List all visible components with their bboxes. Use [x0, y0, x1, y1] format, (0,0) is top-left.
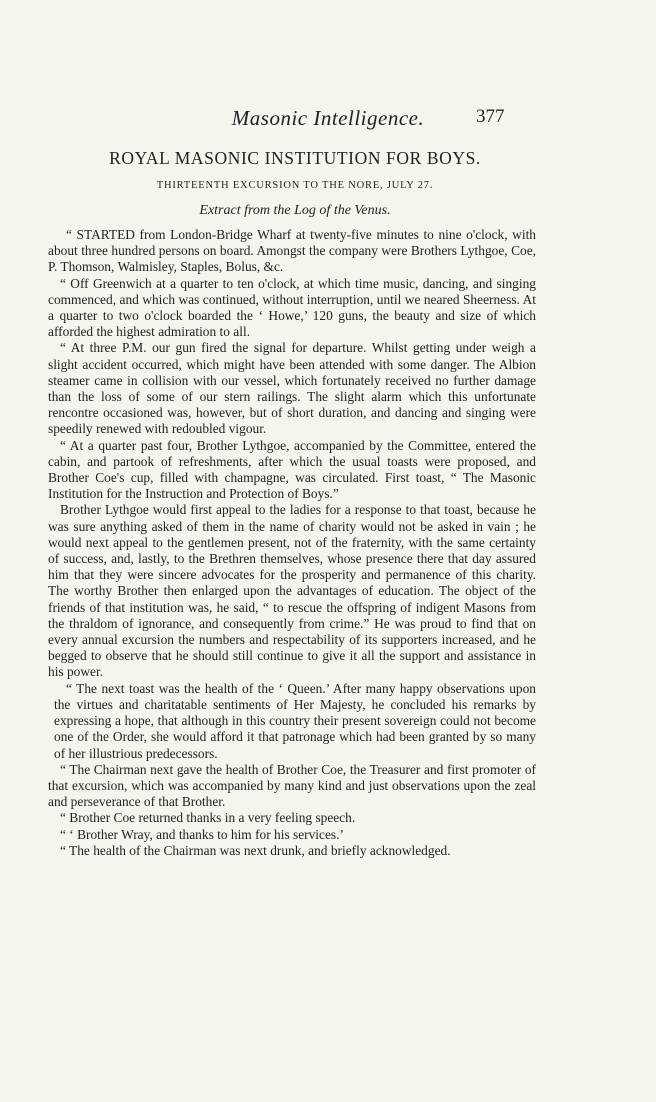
article-extract-line: Extract from the Log of the Venus.: [199, 203, 391, 218]
paragraph: “ At three P.M. our gun fired the signal for departure. Whilst getting under weigh a slight accident occurred, which might have been attended with some danger. The Albion steamer came in collision with our vessel, which fortunately received no further damage than the loss of some of our stern railings. The slight alarm which this unfortunate rencontre occasioned was, however, but of short duration, and dancing and singing were speedily renewed with redoubled vigour.: [48, 340, 536, 437]
paragraph: “ The next toast was the health of the ‘ Queen.’ After many happy observations upon the virtues and charitatable sentiments of Her Majesty, he concluded his remarks by expressing a hope, that although in this country their present sovereign could not become one of the Order, she would afford it that patronage which had been granted by so many of her illustrious predecessors.: [54, 680, 536, 761]
paragraph: “ The health of the Chairman was next drunk, and briefly acknowledged.: [60, 842, 451, 858]
article-title: ROYAL MASONIC INSTITUTION FOR BOYS.: [109, 148, 481, 168]
paragraph: “ Brother Coe returned thanks in a very feeling speech.: [60, 810, 356, 826]
paragraph: “ At a quarter past four, Brother Lythgoe, accompanied by the Committee, entered the cabin, and partook of refreshments, after which the usual toasts were proposed, and Brother Coe's cup, filled with champagne, was circulated. First toast, “ The Masonic Institution for the Instruction and Protection of Boys.”: [48, 437, 536, 502]
paragraph: “ ‘ Brother Wray, and thanks to him for his services.’: [60, 826, 344, 842]
paragraph: “ The Chairman next gave the health of Brother Coe, the Treasurer and first promoter of that excursion, which was accompanied by many kind and just observations upon the zeal and perseverance of that Brother.: [48, 761, 536, 810]
paragraph: “ STARTED from London-Bridge Wharf at twenty-five minutes to nine o'clock, with about three hundred persons on board. Amongst the company were Brothers Lythgoe, Coe, P. Thomson, Walmisley, Staples, Bolus, &c.: [48, 227, 536, 275]
paragraph: Brother Lythgoe would first appeal to the ladies for a response to that toast, because he was sure anything asked of them in the name of charity would not be asked in vain ; he would next appeal to the gentlemen present, not of the fraternity, with the same certainty of success, and, lastly, to the Brethren themselves, whose presence there that day assured him that they were sincere advocates for the prosperity and permanence of this charity. The worthy Brother then enlarged upon the advantages of education. The object of the friends of that institution was, he said, “ to rescue the offspring of indigent Masons from the thraldom of ignorance, and consequently from crime.” He was proud to find that on every annual excursion the numbers and respectability of its supporters increased, and he begged to observe that he should still continue to give it all the support and assistance in his power.: [48, 502, 536, 680]
running-title: Masonic Intelligence.: [231, 106, 425, 130]
article-subtitle: THIRTEENTH EXCURSION TO THE NORE, JULY 27.: [156, 180, 434, 191]
page-number: 377: [476, 106, 505, 127]
running-head: [0, 106, 656, 136]
paragraph: “ Off Greenwich at a quarter to ten o'clock, at which time music, dancing, and singing commenced, and which was continued, without interruption, until we neared Sheerness. At a quarter to two o'clock boarded the ‘ Howe,’ 120 guns, the beauty and size of which afforded the highest admiration to all.: [48, 275, 536, 340]
article-body: [48, 227, 536, 859]
